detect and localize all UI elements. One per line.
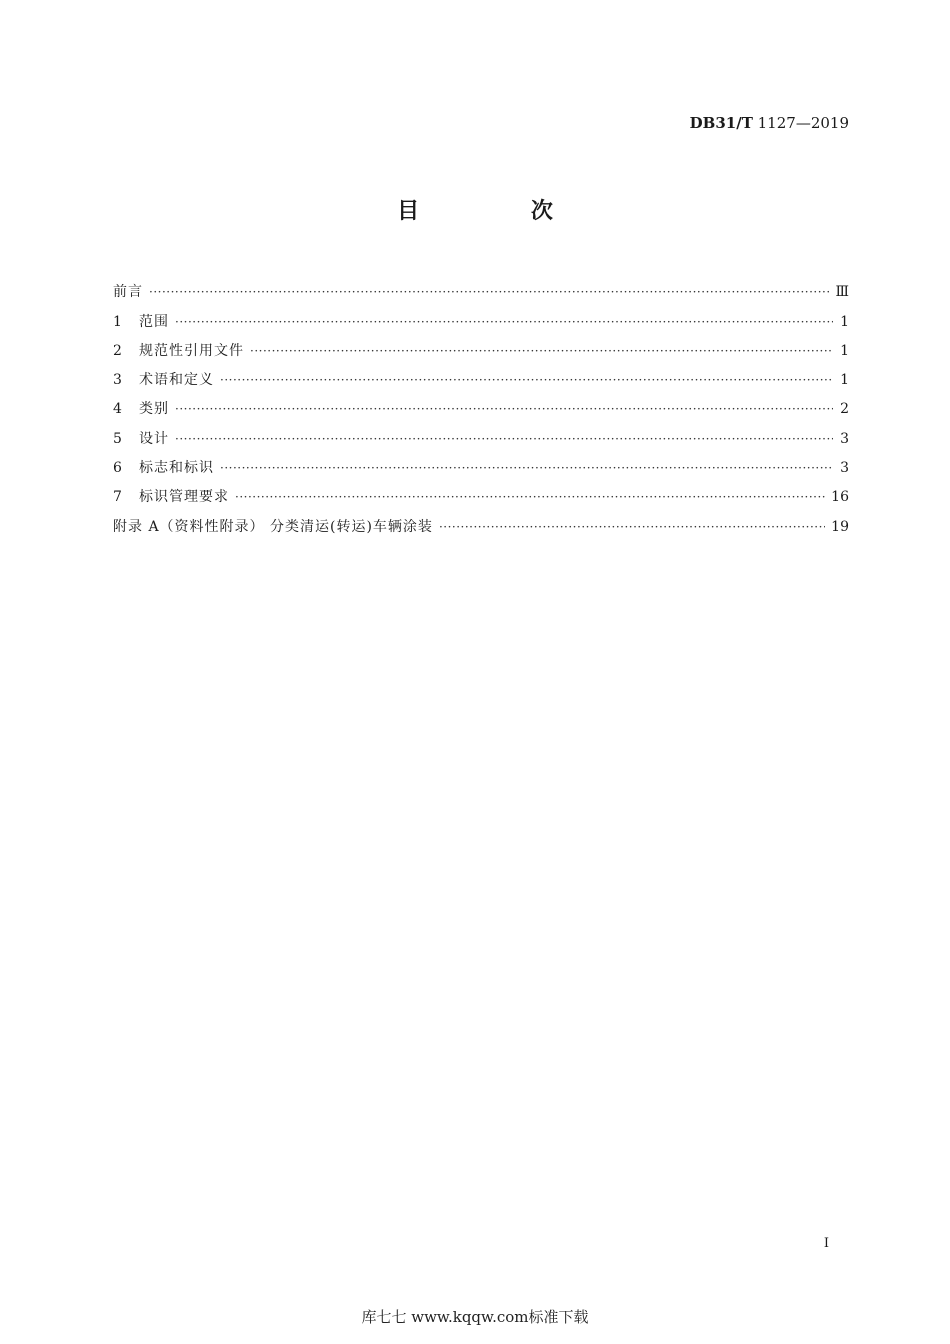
toc-entry-page: 3	[840, 460, 849, 477]
toc-entry-label: 范围	[139, 313, 169, 330]
toc-entry-label-wrap	[113, 370, 214, 390]
toc-entry-normative-references[interactable]	[113, 332, 849, 361]
toc-entry-number: 1	[113, 313, 122, 330]
toc-entry-label: 标志和标识	[139, 460, 214, 477]
toc-entry-label-wrap	[113, 341, 244, 361]
toc-entry-scope[interactable]	[113, 302, 849, 331]
toc-entry-label-wrap	[113, 312, 169, 332]
toc-leader-dots	[175, 429, 833, 449]
toc-entry-label: 类别	[139, 401, 169, 418]
toc-leader-dots	[175, 399, 833, 419]
standard-code-prefix: DB31/T	[689, 114, 753, 132]
toc-entry-page: 1	[840, 342, 849, 359]
toc-title: 目 次	[397, 199, 605, 224]
toc-entry-label: 规范性引用文件	[139, 342, 244, 359]
toc-entry-page: 19	[831, 518, 849, 535]
standard-code	[690, 114, 849, 132]
standard-code-number: 1127—2019	[757, 114, 849, 132]
toc-entry-label-wrap	[113, 399, 169, 419]
toc-entry-label: 前言	[113, 284, 143, 301]
toc-entry-design[interactable]	[113, 419, 849, 448]
toc-leader-dots	[149, 282, 829, 302]
toc-entry-label: 设计	[139, 430, 169, 447]
toc-entry-page: 16	[831, 489, 849, 506]
toc-entry-terms-definitions[interactable]	[113, 361, 849, 390]
footer-watermark: 库七七 www.kqqw.com标准下载	[361, 1308, 589, 1326]
page-number: I	[823, 1236, 829, 1251]
toc-leader-dots	[250, 341, 833, 361]
toc-leader-dots	[220, 458, 833, 478]
toc-entry-number: 4	[113, 401, 122, 418]
toc-entry-marking-management[interactable]	[113, 478, 849, 507]
toc-entry-number: 2	[113, 342, 122, 359]
toc-entry-signs-markings[interactable]	[113, 449, 849, 478]
toc-entry-label: 附录 A（资料性附录） 分类清运(转运)车辆涂装	[113, 518, 433, 535]
toc-entry-categories[interactable]	[113, 390, 849, 419]
toc-entry-page: Ⅲ	[835, 284, 849, 301]
toc-entry-label: 术语和定义	[139, 372, 214, 389]
table-of-contents	[113, 273, 849, 537]
toc-leader-dots	[235, 487, 825, 507]
toc-entry-page: 1	[840, 372, 849, 389]
toc-entry-appendix-a[interactable]	[113, 507, 849, 536]
toc-entry-number: 3	[113, 372, 122, 389]
toc-entry-number: 5	[113, 430, 122, 447]
toc-entry-foreword[interactable]	[113, 273, 849, 302]
toc-leader-dots	[175, 312, 833, 332]
toc-leader-dots	[439, 517, 825, 537]
toc-entry-page: 3	[840, 430, 849, 447]
toc-entry-number: 6	[113, 460, 122, 477]
toc-entry-page: 2	[840, 401, 849, 418]
toc-entry-page: 1	[840, 313, 849, 330]
toc-entry-number: 7	[113, 489, 122, 506]
toc-entry-label-wrap	[113, 429, 169, 449]
toc-entry-label-wrap	[113, 487, 229, 507]
toc-entry-label: 标识管理要求	[139, 489, 229, 506]
toc-entry-label-wrap	[113, 458, 214, 478]
toc-leader-dots	[220, 370, 833, 390]
